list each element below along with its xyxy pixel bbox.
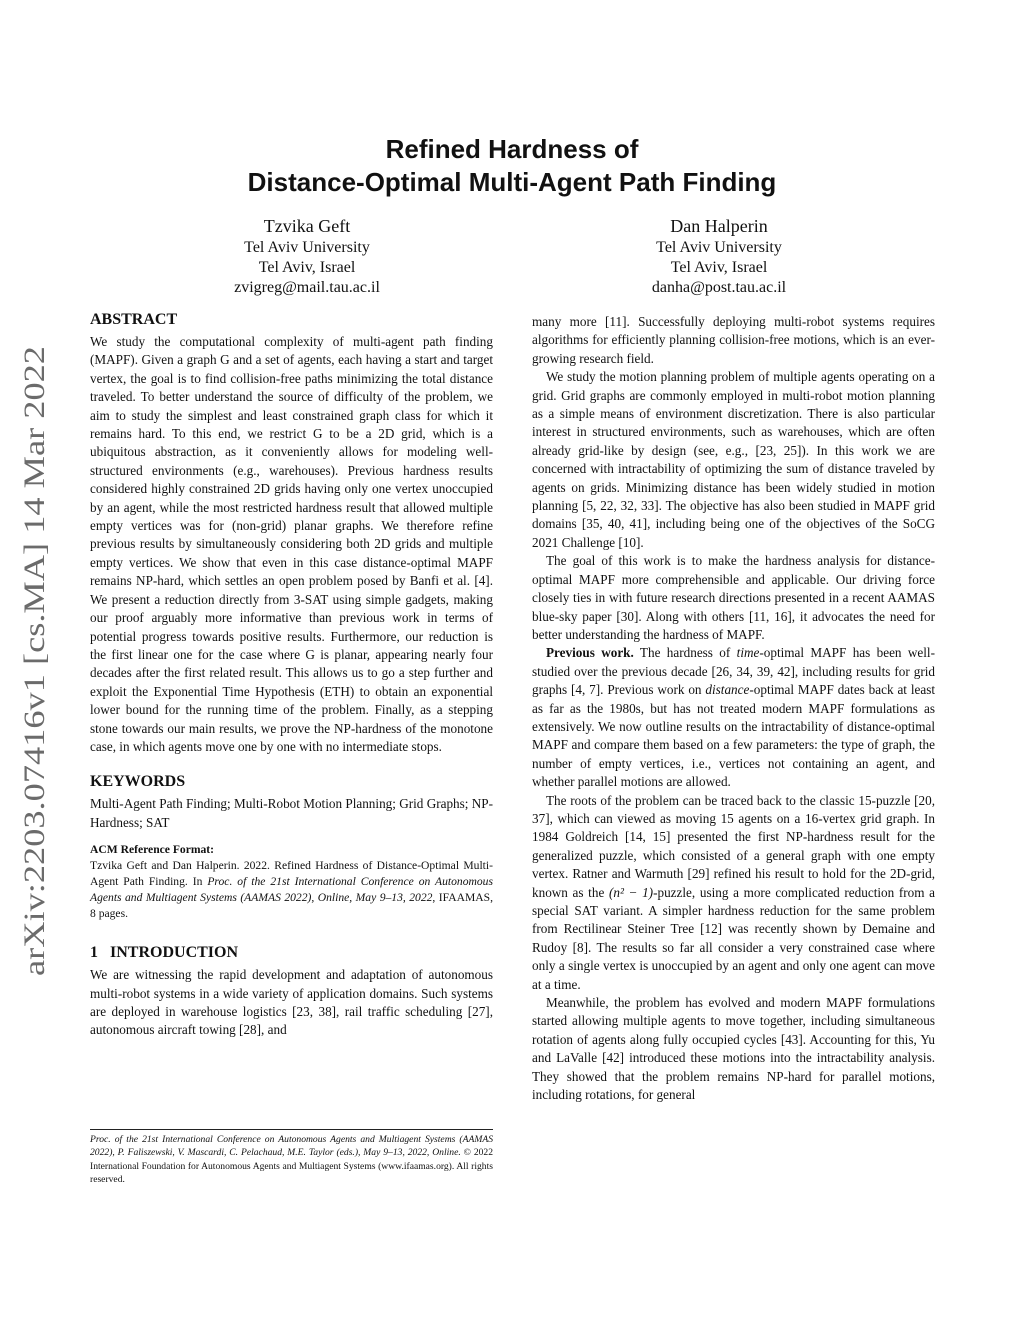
acm-reference-suffix: , IFAAMAS, 8 pages.: [90, 891, 493, 921]
author-email[interactable]: danha@post.tau.ac.il: [651, 279, 787, 296]
author-location: Tel Aviv, Israel: [258, 259, 356, 276]
emphasis-time: time: [736, 645, 760, 661]
paragraph-3: The goal of this work is to make the hardness analysis for distance-optimal MAPF more comprehensible and applicable. Our driving force closely ties in with future research directions presented in a recent AAMAS blue-sky paper [30]. Along with others [11, 16], it advocates the need for better understanding the hardness of MAPF.: [532, 553, 935, 642]
arxiv-watermark-svg: [8, 340, 58, 980]
author-block-1: [147, 214, 467, 298]
emphasis-distance: distance: [705, 682, 750, 698]
author-name: Dan Halperin: [670, 216, 768, 236]
math-expression: (n² − 1): [608, 884, 654, 900]
introduction-heading: [90, 944, 493, 962]
abstract-heading: ABSTRACT: [90, 311, 178, 328]
paragraph-roots: [532, 792, 935, 994]
author-location: Tel Aviv, Israel: [670, 259, 768, 276]
text-run: -optimal MAPF has been well-studied over the previous decade [26, 34, 39, 42], including results for grid graphs [4, 7]. Previous work on: [532, 645, 935, 698]
author-affiliation: Tel Aviv University: [656, 239, 782, 256]
acm-reference-text: [90, 858, 493, 922]
paragraph-2: We study the motion planning problem of multiple agents operating on a grid. Grid graphs are commonly employed in multi-robot motion planning as a simple means of environment discretization. There is also particular interest in structured environments, such as warehouses, which are often already grid-like by design (see, e.g., [23, 25]). In this work we are concerned with intractability of optimizing the sum of distance traveled by agents on grids. Minimizing distance has been widely studied in motion planning [5, 22, 32, 33]. The objective has also been studied in MAPF grid domains [35, 40, 41], including being one of the objectives of the SoCG 2021 Challenge [10].: [532, 369, 935, 550]
author-affiliation: Tel Aviv University: [244, 239, 370, 256]
footnote-text: [90, 1133, 493, 1187]
footnote-italic: Proc. of the 21st International Conference on Autonomous Agents and Multiagent Systems (AAMAS 2022), P. Faliszewski, V. Mascardi, C. Pelachaud, M.E. Taylor (eds.), May 9–13, 2022, Online.: [90, 1134, 493, 1159]
previous-work-label: Previous work.: [546, 645, 634, 661]
acm-reference-authors: Tzvika Geft and Dan Halperin. 2022. Refined Hardness of Distance-Optimal Multi-Agent Path Finding. In: [90, 859, 493, 889]
keywords-heading: KEYWORDS: [90, 773, 186, 791]
paper-title: [0, 133, 1024, 199]
arxiv-watermark: [8, 340, 58, 980]
paragraph-1: many more [11]. Successfully deploying multi-robot systems requires algorithms for efficiently planning collision-free motions, which is an ever-growing research field.: [532, 314, 935, 366]
section-number: 1: [90, 944, 98, 962]
introduction-text: We are witnessing the rapid development and adaptation of autonomous multi-robot systems in a wide variety of application domains. Such systems are deployed in warehouse logistics [23, 38], rail traffic scheduling [27], autonomous aircraft towing [28], and: [90, 967, 493, 1038]
paragraph-meanwhile: Meanwhile, the problem has evolved and modern MAPF formulations started allowing multiple agents to move together, including simultaneous rotation of agents along fully occupied cycles [43]. Accounting for this, Yu and LaValle [42] introduced these motions into the intractability analysis. They showed that the problem remains NP-hard for parallel motions, including rotations, for general: [532, 995, 935, 1103]
title-line-1: Refined Hardness of: [385, 134, 639, 164]
author-email[interactable]: zvigreg@mail.tau.ac.il: [234, 279, 380, 296]
title-line-2: Distance-Optimal Multi-Agent Path Finding: [247, 167, 777, 197]
abstract-text: We study the computational complexity of multi-agent path finding (MAPF). Given a graph G and a set of agents, each having a start and target vertex, the goal is to find collision-free paths minimizing the total distance traveled. To better understand the source of difficulty of the problem, we aim to study the simplest and least constrained graph class for which it remains hard. To this end, we restrict G to be a 2D grid, which is a ubiquitous abstraction, as it conveniently allows for modeling well-structured environments (e.g., warehouses). Previous hardness results considered highly constrained 2D grids having only one vertex unoccupied by an agent, while the most restricted hardness result that allowed multiple empty vertices was for (non-grid) planar graphs. We therefore refine previous results by simultaneously considering both 2D grids and multiple empty vertices. We show that even in this case distance-optimal MAPF remains NP-hard, which settles an open problem posed by Banfi et al. [4]. We present a reduction directly from 3-SAT using simple gadgets, making our proof arguably more informative than previous work in terms of potential progress towards positive results. Furthermore, our reduction is the first linear one for the case where G is planar, appearing nearly four decades after the first related result. This allows us to go a step further and exploit the Exponential Time Hypothesis (ETH) to obtain an exponential lower bound for the running time of the problem. Finally, as a stepping stone towards our main results, we prove the NP-hardness of the monotone case, in which agents move one by one with no intermediate stops.: [90, 334, 493, 754]
footnote: [90, 1133, 493, 1187]
paragraph-previous-work: [532, 644, 935, 791]
acm-reference-venue: Proc. of the 21st International Conference on Autonomous Agents and Multiagent Systems (AAMAS 2022), Online, May 9–13, 2022: [90, 875, 493, 905]
text-run: The hardness of: [633, 645, 737, 661]
arxiv-watermark-text: arXiv:2203.07416v1 [cs.MA] 14 Mar 2022: [19, 464, 51, 976]
footnote-plain: © 2022 International Foundation for Autonomous Agents and Multiagent Systems (www.ifaamas.org). All rights reserved.: [90, 1147, 494, 1186]
left-column: [90, 311, 493, 1040]
author-block-2: [559, 214, 879, 298]
author-name: Tzvika Geft: [263, 216, 351, 236]
right-column: [532, 313, 935, 1104]
acm-reference-heading: ACM Reference Format:: [90, 843, 215, 857]
footnote-rule: [90, 1129, 493, 1130]
text-run: The roots of the problem can be traced back to the classic 15-puzzle [20, 37], which can viewed as moving 15 agents on a 16-vertex grid graph. In 1984 Goldreich [14, 15] presented the first NP-hardness result for the generalized puzzle, which consisted of a general graph with one empty vertex. Ratner and Warmuth [29] refined his result to hold for the 2D-grid, known as the: [532, 792, 935, 900]
text-run: -puzzle, using a more complicated reduction from a special SAT variant. A simpler hardness reduction for the same problem from Rectilinear Steiner Tree [12] was recently shown by Demaine and Rudoy [8]. The results so far all consider a very constrained case where only a single vertex is unoccupied by an agent and only one agent can move at a time.: [532, 884, 936, 992]
text-run: -optimal MAPF dates back at least as far as the 1980s, but has not treated modern MAPF formulations as extensively. We now outline results on the intractability of distance-optimal MAPF and compare them based on a few parameters: the type of graph, the number of empty vertices, i.e., vertices not containing an agent, and whether parallel motions are allowed.: [532, 682, 935, 790]
section-title: INTRODUCTION: [110, 944, 239, 962]
keywords-text: Multi-Agent Path Finding; Multi-Robot Motion Planning; Grid Graphs; NP-Hardness; SAT: [90, 796, 493, 830]
